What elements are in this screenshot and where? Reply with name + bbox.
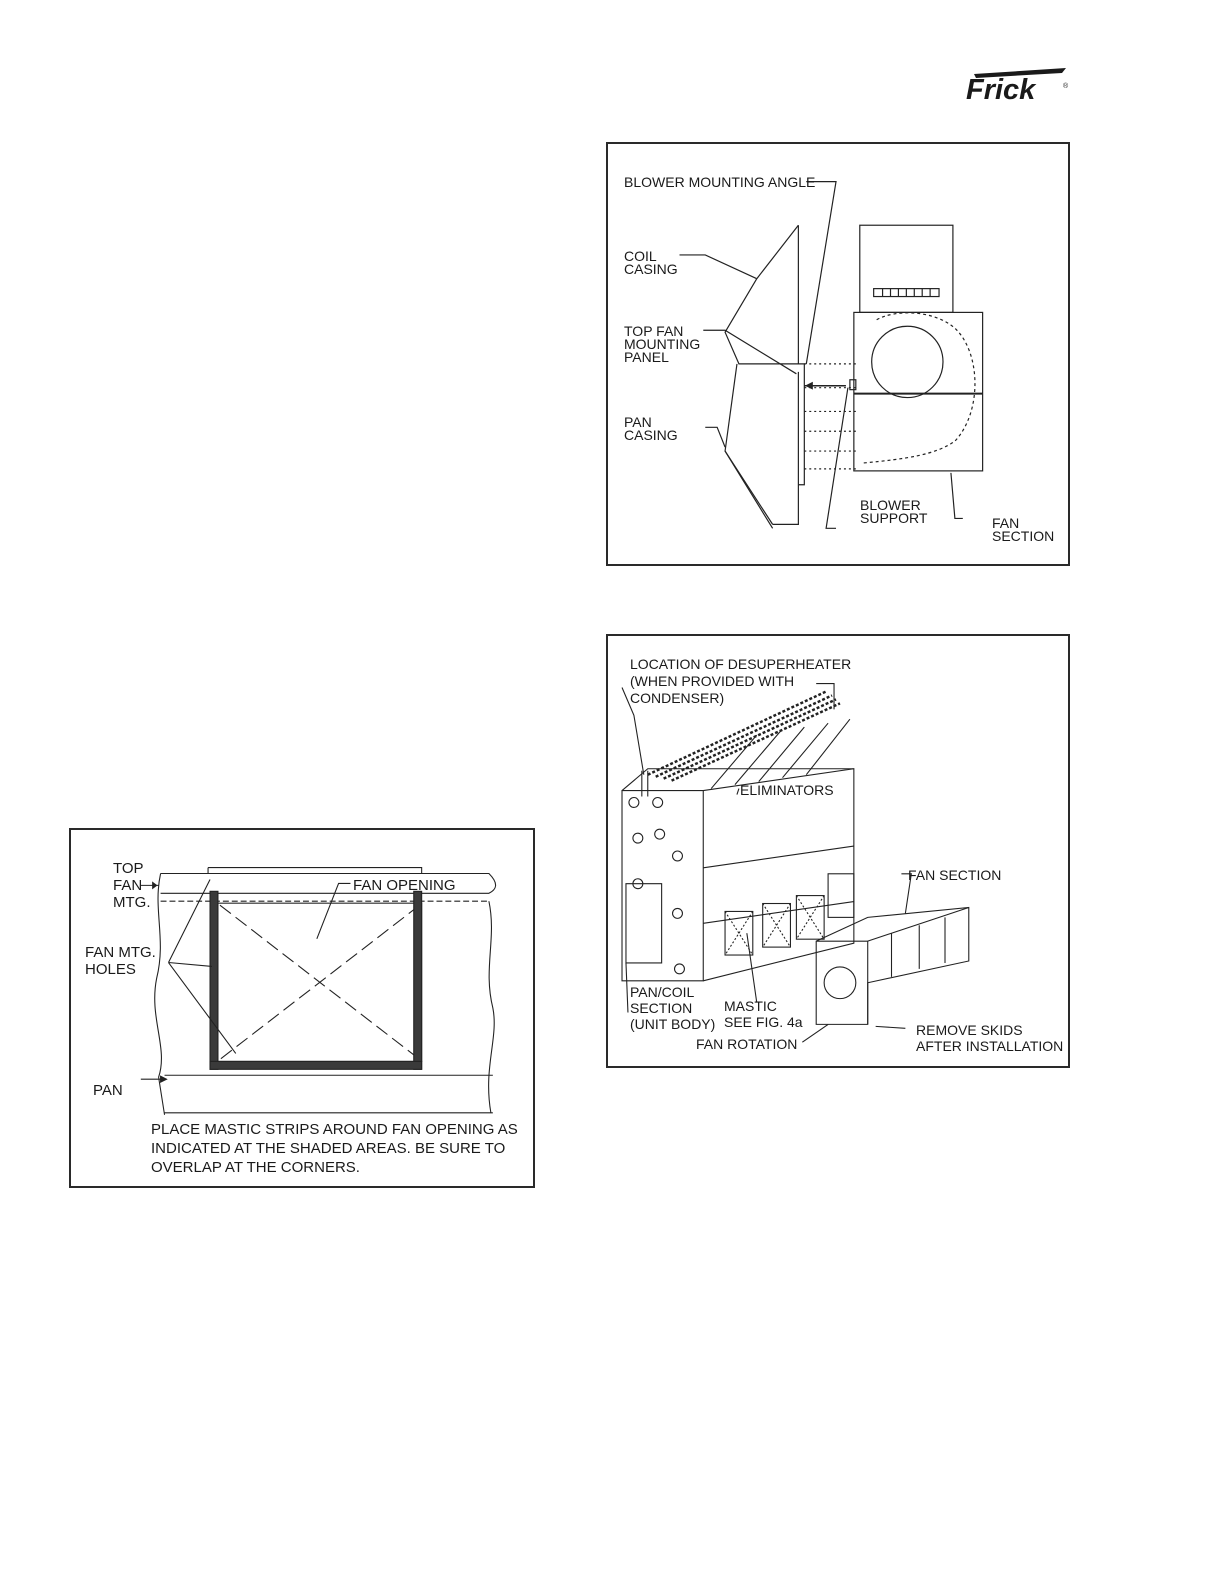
label-fan-rotation: FAN ROTATION (696, 1036, 798, 1052)
label-fan-mtg-holes: FAN MTG. HOLES (85, 944, 156, 978)
frick-logo-mark (962, 66, 1072, 106)
label-mastic: MASTIC SEE FIG. 4a (724, 998, 803, 1030)
label-pan: PAN (93, 1082, 123, 1099)
label-remove-skids: REMOVE SKIDS AFTER INSTALLATION (916, 1022, 1064, 1054)
figure-mastic-strips (69, 828, 535, 1188)
label-top-fan-mounting-panel: TOP FAN MOUNTING PANEL (624, 323, 701, 365)
logo-registered: ® (1063, 83, 1069, 90)
figure-unit-assembly (606, 634, 1070, 1068)
label-pan-casing: PAN CASING (624, 414, 678, 443)
frick-logo (962, 66, 1072, 106)
label-fan-section: FAN SECTION (992, 515, 1055, 544)
mastic-instruction-note: PLACE MASTIC STRIPS AROUND FAN OPENING AS INDICATED AT THE SHADED AREAS. BE SURE TO OVERLAP AT THE CORNERS. (151, 1121, 518, 1176)
label-coil-casing: COIL CASING (624, 248, 678, 277)
label-fan-section-unit: FAN SECTION (908, 867, 1002, 883)
label-top-fan-mtg: TOP FAN MTG. (113, 860, 151, 911)
label-eliminators: ELIMINATORS (740, 782, 834, 798)
label-blower-mounting-angle: BLOWER MOUNTING ANGLE (624, 174, 816, 190)
label-blower-support: BLOWER SUPPORT (860, 497, 928, 526)
logo-text: Frick (966, 74, 1036, 106)
figure-blower-mounting (606, 142, 1070, 566)
label-fan-opening: FAN OPENING (353, 877, 456, 894)
label-desuperheater: LOCATION OF DESUPERHEATER (WHEN PROVIDED WITH CONDENSER) (630, 656, 852, 706)
label-pan-coil-section: PAN/COIL SECTION (UNIT BODY) (630, 984, 716, 1032)
